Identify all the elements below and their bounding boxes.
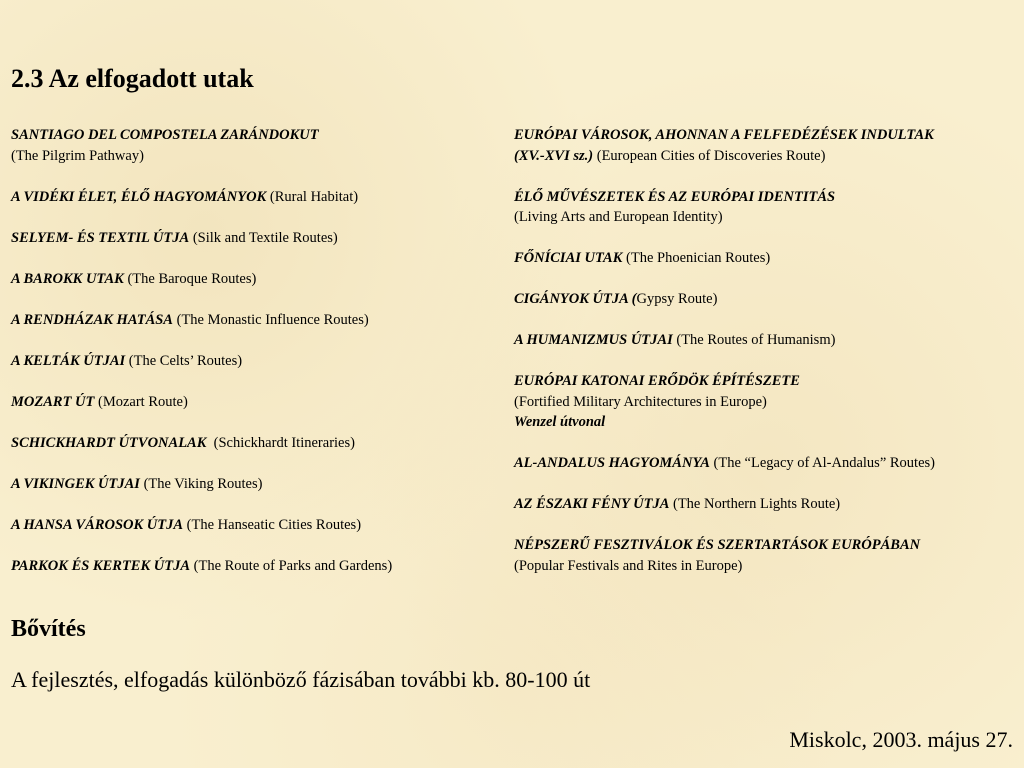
route-translation: (Mozart Route) (98, 393, 188, 410)
route-translation: (The Celts’ Routes) (128, 352, 243, 369)
route-translation: (Fortified Military Architectures in Europe) (514, 393, 767, 410)
route-translation: (The Routes of Humanism) (676, 332, 836, 348)
route-entry (11, 310, 501, 331)
route-entry (514, 453, 1019, 474)
route-name: AL-ANDALUS HAGYOMÁNYA (514, 455, 710, 471)
routes-list-left (11, 125, 501, 576)
route-entry (514, 289, 1019, 310)
route-translation: (Living Arts and European Identity) (514, 209, 723, 225)
route-translation: (Schickhardt Itineraries) (213, 434, 355, 451)
route-entry (11, 556, 501, 577)
route-translation: (The Hanseatic Cities Routes) (186, 516, 362, 533)
route-entry (514, 371, 1019, 392)
route-entry (11, 125, 501, 146)
route-name: A HANSA VÁROSOK ÚTJA (11, 516, 184, 533)
route-translation: (The Northern Lights Route) (673, 496, 841, 512)
route-translation: (European Cities of Discoveries Route) (596, 147, 826, 164)
route-name: SELYEM- ÉS TEXTIL ÚTJA (11, 229, 190, 246)
route-name: MOZART ÚT (11, 393, 95, 410)
route-entry (514, 494, 1019, 515)
route-entry (11, 474, 501, 495)
route-name-period: (XV.-XVI sz.) (514, 147, 594, 164)
route-name: SANTIAGO DEL COMPOSTELA ZARÁNDOKUT (11, 127, 319, 143)
route-name: A RENDHÁZAK HATÁSA (11, 311, 173, 328)
route-translation: (The Viking Routes) (143, 475, 263, 492)
expansion-heading: Bővítés (11, 616, 86, 642)
route-name: EURÓPAI KATONAI ERŐDÖK ÉPÍTÉSZETE (514, 373, 800, 389)
route-entry (514, 412, 1019, 433)
route-name: SCHICKHARDT ÚTVONALAK (11, 434, 207, 451)
route-name: A KELTÁK ÚTJAI (11, 352, 126, 369)
route-name: AZ ÉSZAKI FÉNY ÚTJA (514, 496, 670, 512)
expansion-text: A fejlesztés, elfogadás különböző fázisában további kb. 80-100 út (11, 667, 591, 692)
route-name-extra: Wenzel útvonal (514, 414, 606, 430)
route-name: PARKOK ÉS KERTEK ÚTJA (11, 557, 191, 574)
route-entry (514, 146, 1019, 167)
route-name: A HUMANIZMUS ÚTJAI (514, 332, 673, 348)
route-translation: (The Pilgrim Pathway) (11, 147, 144, 164)
route-translation: (The Baroque Routes) (127, 270, 257, 287)
route-translation: (Popular Festivals and Rites in Europe) (514, 557, 743, 574)
route-translation: (Silk and Textile Routes) (192, 229, 338, 246)
route-entry (514, 125, 1019, 146)
route-name: EURÓPAI VÁROSOK, AHONNAN A FELFEDÉZÉSEK INDULTAK (514, 127, 934, 143)
route-name: ÉLŐ MŰVÉSZETEK ÉS AZ EURÓPAI IDENTITÁS (514, 188, 836, 205)
routes-list-right (514, 125, 1019, 576)
route-entry (514, 248, 1019, 269)
route-translation: (The Route of Parks and Gardens) (193, 557, 393, 574)
route-name: CIGÁNYOK ÚTJA ( (514, 291, 637, 307)
route-entry (11, 433, 501, 454)
route-entry (11, 392, 501, 413)
route-translation: (The Monastic Influence Routes) (176, 311, 369, 328)
route-translation: (The Phoenician Routes) (626, 250, 771, 266)
route-translation: (The “Legacy of Al-Andalus” Routes) (713, 455, 935, 471)
route-entry (11, 351, 501, 372)
route-translation: Gypsy Route) (636, 291, 718, 307)
route-entry (514, 535, 1019, 556)
route-entry (11, 228, 501, 249)
route-name: A VIKINGEK ÚTJAI (11, 475, 140, 492)
route-entry (11, 187, 501, 208)
route-entry (11, 269, 501, 290)
page-title: 2.3 Az elfogadott utak (11, 64, 254, 93)
footer-date-place: Miskolc, 2003. május 27. (789, 727, 1013, 752)
route-name: A BAROKK UTAK (11, 270, 124, 287)
route-translation: (Rural Habitat) (269, 188, 359, 205)
route-name: FŐNÍCIAI UTAK (514, 250, 623, 266)
route-entry (11, 515, 501, 536)
route-entry (514, 187, 1019, 208)
route-name: NÉPSZERŰ FESZTIVÁLOK ÉS SZERTARTÁSOK EURÓPÁBAN (514, 537, 921, 553)
route-entry (514, 330, 1019, 351)
route-name: A VIDÉKI ÉLET, ÉLŐ HAGYOMÁNYOK (11, 188, 267, 205)
